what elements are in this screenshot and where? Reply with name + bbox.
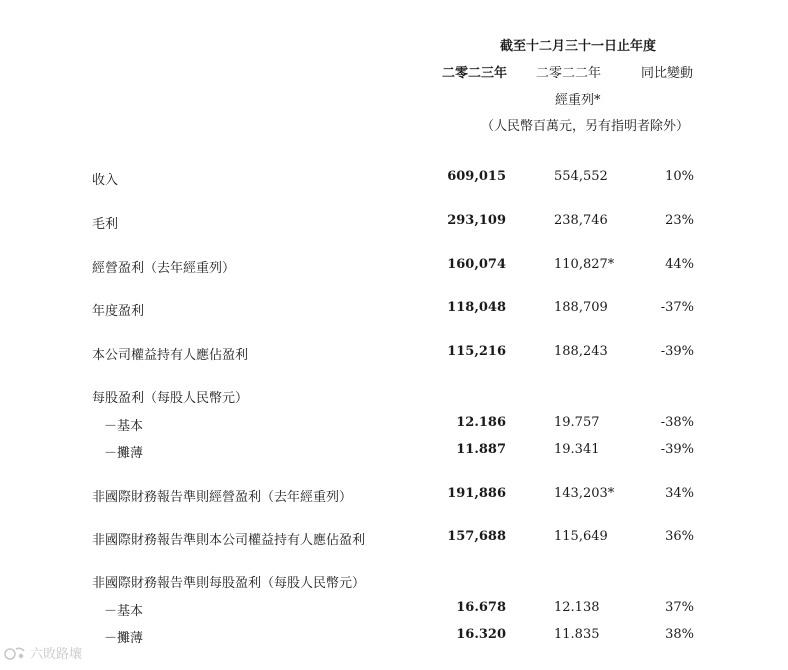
table-row-operating-profit (0, 257, 788, 275)
value-2023: 16.320 (456, 627, 506, 642)
value-yoy: 34% (665, 486, 694, 501)
table-row-non-ifrs-eps-diluted (0, 627, 788, 645)
value-2023: 609,015 (447, 169, 506, 184)
value-2023: 16.678 (456, 600, 506, 615)
table-row-revenue (0, 169, 788, 187)
restated-note: 經重列* (555, 93, 601, 108)
table-row-eps-heading (0, 387, 788, 405)
value-2022: 554,552 (554, 169, 608, 184)
value-2023: 160,074 (447, 257, 506, 272)
value-2022: 115,649 (554, 529, 608, 544)
row-label: －攤薄 (104, 631, 144, 646)
table-row-non-ifrs-operating-profit (0, 486, 788, 504)
value-2022: 110,827* (554, 257, 615, 272)
value-yoy: -39% (660, 442, 694, 457)
table-row-profit-for-year (0, 300, 788, 318)
column-header-2023: 二零二三年 (442, 66, 508, 81)
value-2022: 19.757 (554, 415, 600, 430)
row-label: 收入 (92, 173, 119, 188)
row-label: 本公司權益持有人應佔盈利 (92, 348, 249, 363)
value-2023: 157,688 (447, 529, 506, 544)
row-label: 非國際財務報告準則每股盈利（每股人民幣元） (92, 576, 366, 591)
value-2023: 11.887 (456, 442, 506, 457)
value-2023: 118,048 (447, 300, 506, 315)
table-row-gross-profit (0, 213, 788, 231)
unit-note: （人民幣百萬元，另有指明者除外） (481, 119, 690, 134)
watermark (4, 643, 82, 662)
value-yoy: 36% (665, 529, 694, 544)
table-row-non-ifrs-eps-basic (0, 600, 788, 618)
table-row-non-ifrs-eps-heading (0, 572, 788, 590)
table-row-profit-attributable (0, 344, 788, 362)
table-row-eps-basic (0, 415, 788, 433)
row-label: 年度盈利 (92, 304, 145, 319)
column-header-2022: 二零二二年 (536, 66, 602, 81)
value-yoy: 38% (665, 627, 694, 642)
table-row-eps-diluted (0, 442, 788, 460)
value-yoy: 10% (665, 169, 694, 184)
value-2023: 12.186 (456, 415, 506, 430)
period-heading: 截至十二月三十一日止年度 (500, 39, 657, 54)
value-2022: 143,203* (554, 486, 615, 501)
watermark-text: 六敗路壤 (30, 647, 83, 662)
logo-icon (4, 645, 26, 661)
row-label: －基本 (104, 419, 144, 434)
value-yoy: 44% (665, 257, 694, 272)
value-2023: 115,216 (447, 344, 506, 359)
row-label: 非國際財務報告準則本公司權益持有人應佔盈利 (92, 533, 366, 548)
column-header-yoy: 同比變動 (641, 66, 694, 81)
value-yoy: -37% (660, 300, 694, 315)
value-2022: 188,709 (554, 300, 608, 315)
value-2022: 11.835 (554, 627, 600, 642)
row-label: 毛利 (92, 217, 119, 232)
row-label: －攤薄 (104, 446, 144, 461)
table-row-non-ifrs-profit-attributable (0, 529, 788, 547)
row-label: 非國際財務報告準則經營盈利（去年經重列） (92, 490, 353, 505)
value-2023: 293,109 (447, 213, 506, 228)
value-2023: 191,886 (447, 486, 506, 501)
row-label: 每股盈利（每股人民幣元） (92, 391, 249, 406)
value-2022: 188,243 (554, 344, 608, 359)
value-2022: 12.138 (554, 600, 600, 615)
row-label: －基本 (104, 604, 144, 619)
value-2022: 238,746 (554, 213, 608, 228)
value-2022: 19.341 (554, 442, 600, 457)
value-yoy: -39% (660, 344, 694, 359)
value-yoy: -38% (660, 415, 694, 430)
value-yoy: 23% (665, 213, 694, 228)
value-yoy: 37% (665, 600, 694, 615)
row-label: 經營盈利（去年經重列） (92, 261, 236, 276)
